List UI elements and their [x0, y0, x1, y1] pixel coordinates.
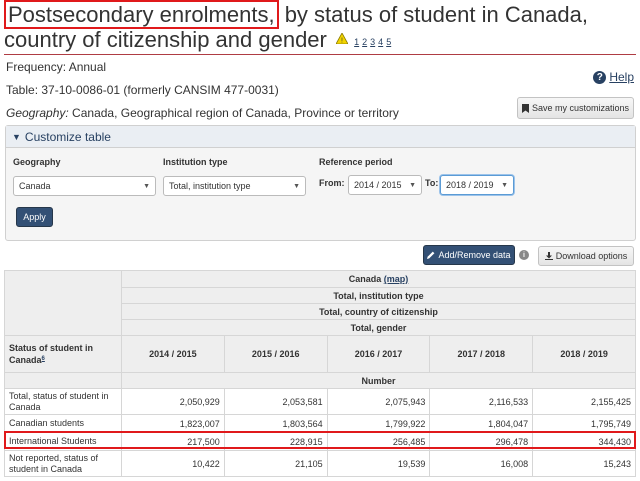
download-options-label: Download options — [555, 251, 628, 261]
chevron-down-icon: ▼ — [409, 182, 416, 189]
help-label: Help — [609, 70, 634, 84]
from-label: From: — [319, 178, 345, 188]
title-rest: by status of student in Canada, country of citizenship and gender — [4, 2, 588, 52]
year-header: 2017 / 2018 — [430, 336, 533, 373]
frequency-text: Frequency: Annual — [6, 60, 107, 74]
to-period-value: 2018 / 2019 — [446, 180, 494, 190]
geography-select-value: Canada — [19, 181, 51, 191]
table-cell: 2,053,581 — [224, 389, 327, 415]
institution-header: Total, institution type — [122, 288, 636, 304]
customize-heading: Customize table — [24, 129, 111, 144]
table-row-highlighted — [5, 433, 636, 451]
apply-button[interactable] — [16, 207, 53, 227]
gender-header: Total, gender — [122, 320, 636, 336]
table-cell: 296,478 — [430, 433, 533, 451]
table-row — [5, 415, 636, 433]
title-divider — [4, 54, 636, 55]
to-period-select[interactable] — [440, 175, 514, 195]
save-customizations-label: Save my customizations — [531, 103, 630, 113]
geo-header-text: Canada — [348, 274, 382, 284]
year-header: 2014 / 2015 — [122, 336, 225, 373]
footnote-link-4[interactable]: 4 — [378, 37, 384, 47]
add-remove-data-button[interactable] — [423, 245, 515, 265]
table-cell: 256,485 — [327, 433, 430, 451]
unit-corner — [5, 373, 122, 389]
row-label: Total, status of student in Canada — [5, 389, 122, 415]
table-cell: 16,008 — [430, 451, 533, 477]
year-header: 2015 / 2016 — [224, 336, 327, 373]
institution-select-value: Total, institution type — [169, 181, 251, 191]
institution-select-label: Institution type — [163, 157, 228, 167]
table-cell: 1,803,564 — [224, 415, 327, 433]
table-cell: 1,799,922 — [327, 415, 430, 433]
table-cell: 344,430 — [533, 433, 636, 451]
data-table — [4, 270, 636, 477]
chevron-down-icon: ▼ — [143, 183, 150, 190]
page-title — [4, 2, 636, 55]
geography-select[interactable] — [13, 176, 156, 196]
table-cell: 2,050,929 — [122, 389, 225, 415]
table-cell: 19,539 — [327, 451, 430, 477]
from-period-select[interactable] — [348, 175, 422, 195]
table-cell: 10,422 — [122, 451, 225, 477]
map-link[interactable]: (map) — [383, 274, 409, 284]
question-circle-icon: ? — [593, 71, 606, 84]
footnote-link-1[interactable]: 1 — [354, 37, 360, 47]
unit-header: Number — [122, 373, 636, 389]
citizenship-header: Total, country of citizenship — [122, 304, 636, 320]
stub-header — [5, 336, 122, 373]
footnote-link-3[interactable]: 3 — [370, 37, 376, 47]
apply-label: Apply — [23, 212, 46, 222]
download-icon — [545, 252, 553, 260]
table-cell: 2,075,943 — [327, 389, 430, 415]
bookmark-icon — [522, 104, 529, 113]
footnote-links — [354, 37, 394, 47]
page-title-block — [4, 2, 636, 55]
table-corner — [5, 271, 122, 336]
year-header: 2018 / 2019 — [533, 336, 636, 373]
table-cell: 21,105 — [224, 451, 327, 477]
save-customizations-button[interactable] — [517, 97, 634, 119]
svg-text:!: ! — [341, 37, 343, 44]
table-cell: 217,500 — [122, 433, 225, 451]
info-icon[interactable]: i — [519, 250, 529, 260]
table-cell: 2,155,425 — [533, 389, 636, 415]
add-remove-data-label: Add/Remove data — [438, 250, 511, 260]
table-cell: 15,243 — [533, 451, 636, 477]
footnote-link-5[interactable]: 5 — [386, 37, 392, 47]
institution-select[interactable] — [163, 176, 306, 196]
row-label: Canadian students — [5, 415, 122, 433]
chevron-down-icon: ▼ — [501, 182, 508, 189]
warning-icon[interactable] — [336, 33, 348, 44]
table-row — [5, 389, 636, 415]
geo-header — [122, 271, 636, 288]
customize-toggle[interactable] — [6, 126, 635, 148]
reference-period-label: Reference period — [319, 157, 393, 167]
footnote-link-2[interactable]: 2 — [362, 37, 368, 47]
table-cell: 1,804,047 — [430, 415, 533, 433]
to-label: To: — [425, 178, 439, 188]
row-label: International Students — [5, 433, 122, 451]
customize-panel — [5, 125, 636, 241]
row-label: Not reported, status of student in Canada — [5, 451, 122, 477]
help-link[interactable] — [593, 70, 634, 84]
table-id-text: Table: 37-10-0086-01 (formerly CANSIM 477-0031) — [6, 83, 279, 97]
geography-label: Geography: — [6, 106, 69, 120]
geography-value: Canada, Geographical region of Canada, Province or territory — [68, 106, 399, 120]
download-options-button[interactable] — [538, 246, 634, 266]
pencil-icon — [427, 251, 435, 259]
stub-header-text: Status of student in Canada — [9, 342, 93, 365]
table-row — [5, 451, 636, 477]
triangle-down-icon: ▼ — [12, 131, 21, 142]
geography-select-label: Geography — [13, 157, 61, 167]
table-cell: 228,915 — [224, 433, 327, 451]
table-cell: 1,795,749 — [533, 415, 636, 433]
from-period-value: 2014 / 2015 — [354, 180, 402, 190]
table-cell: 1,823,007 — [122, 415, 225, 433]
geography-text — [6, 106, 399, 120]
year-header: 2016 / 2017 — [327, 336, 430, 373]
stub-footnote-link[interactable]: 6 — [41, 355, 45, 362]
table-cell: 2,116,533 — [430, 389, 533, 415]
title-highlight: Postsecondary enrolments, — [4, 0, 279, 29]
chevron-down-icon: ▼ — [293, 183, 300, 190]
